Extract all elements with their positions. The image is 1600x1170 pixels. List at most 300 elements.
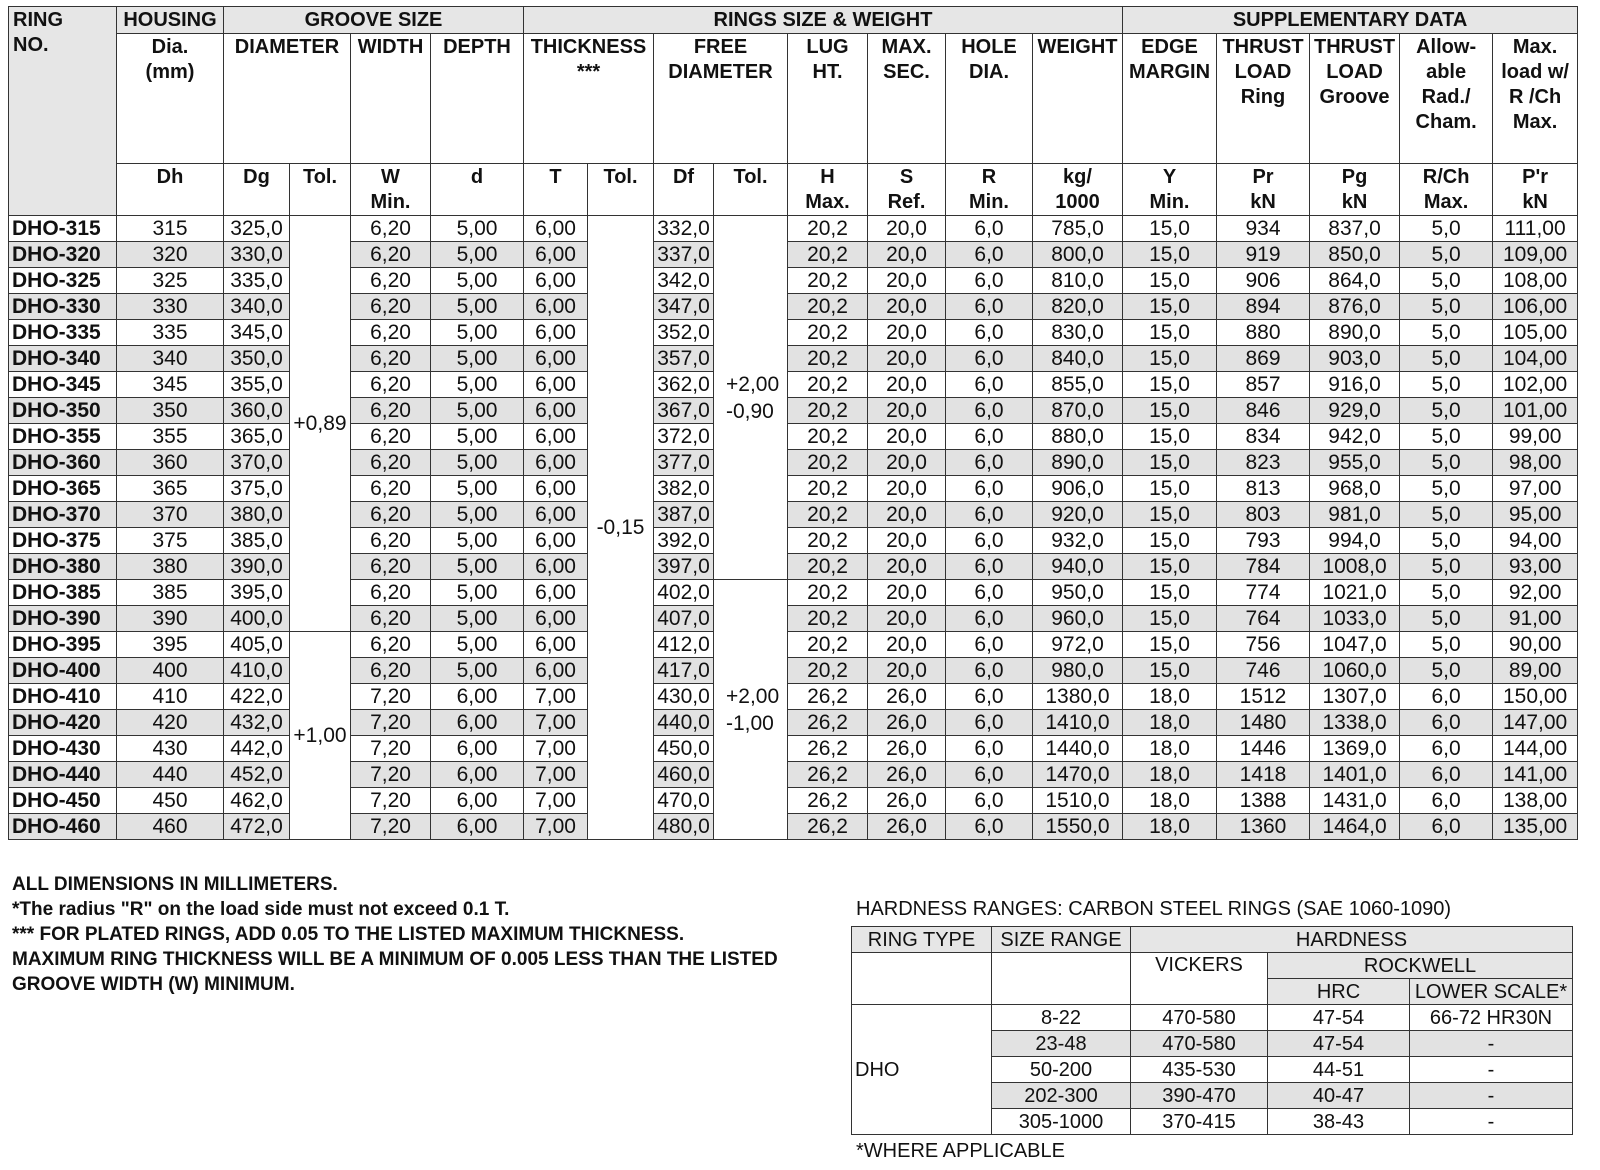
cell-max-load: 91,00	[1493, 606, 1578, 632]
cell-max-load: 94,00	[1493, 528, 1578, 554]
cell-groove-dia: 422,0	[224, 684, 290, 710]
cell-hole-dia: 6,0	[946, 476, 1033, 502]
thickness-tolerance: -0,15	[588, 216, 654, 840]
cell-lug-height: 20,2	[788, 372, 868, 398]
cell-weight: 950,0	[1033, 580, 1123, 606]
cell-groove-dia: 432,0	[224, 710, 290, 736]
header-free-diameter: FREE DIAMETER	[654, 34, 788, 164]
cell-lug-height: 20,2	[788, 632, 868, 658]
cell-hole-dia: 6,0	[946, 502, 1033, 528]
ring-number: DHO-350	[9, 398, 117, 424]
cell-lug-height: 20,2	[788, 476, 868, 502]
cell-thrust-groove: 968,0	[1310, 476, 1400, 502]
cell-allowable-radius: 5,0	[1400, 398, 1493, 424]
cell-max-section: 26,0	[868, 762, 946, 788]
cell-thrust-groove: 1369,0	[1310, 736, 1400, 762]
cell-edge-margin: 15,0	[1123, 294, 1217, 320]
cell-groove-width: 6,20	[351, 528, 431, 554]
cell-weight: 972,0	[1033, 632, 1123, 658]
cell-free-dia: 470,0	[654, 788, 714, 814]
cell-weight: 906,0	[1033, 476, 1123, 502]
ring-number: DHO-440	[9, 762, 117, 788]
cell-housing-dia: 350	[117, 398, 224, 424]
cell-thrust-groove: 850,0	[1310, 242, 1400, 268]
cell-groove-depth: 6,00	[431, 788, 524, 814]
cell-allowable-radius: 6,0	[1400, 788, 1493, 814]
cell-groove-depth: 5,00	[431, 554, 524, 580]
ring-number: DHO-380	[9, 554, 117, 580]
ring-number: DHO-395	[9, 632, 117, 658]
cell-thickness: 7,00	[524, 814, 588, 840]
cell-groove-width: 7,20	[351, 788, 431, 814]
cell-max-section: 20,0	[868, 606, 946, 632]
ring-spec-table	[8, 6, 1578, 840]
unit-label: R Min.	[946, 164, 1033, 216]
cell-max-load: 95,00	[1493, 502, 1578, 528]
cell-thrust-groove: 916,0	[1310, 372, 1400, 398]
cell-thrust-groove: 1307,0	[1310, 684, 1400, 710]
cell-edge-margin: 15,0	[1123, 528, 1217, 554]
hardness-size-range: 8-22	[992, 1005, 1131, 1031]
cell-groove-dia: 375,0	[224, 476, 290, 502]
cell-max-load: 105,00	[1493, 320, 1578, 346]
note-line: GROOVE WIDTH (W) MINIMUM.	[12, 974, 295, 995]
cell-weight: 830,0	[1033, 320, 1123, 346]
cell-max-section: 26,0	[868, 814, 946, 840]
cell-housing-dia: 325	[117, 268, 224, 294]
header-edge-margin: EDGE MARGIN	[1123, 34, 1217, 164]
cell-groove-dia: 462,0	[224, 788, 290, 814]
cell-housing-dia: 460	[117, 814, 224, 840]
cell-weight: 1470,0	[1033, 762, 1123, 788]
cell-lug-height: 20,2	[788, 554, 868, 580]
cell-edge-margin: 18,0	[1123, 814, 1217, 840]
cell-groove-dia: 405,0	[224, 632, 290, 658]
cell-edge-margin: 15,0	[1123, 346, 1217, 372]
cell-thrust-groove: 994,0	[1310, 528, 1400, 554]
cell-groove-depth: 5,00	[431, 528, 524, 554]
cell-groove-width: 6,20	[351, 424, 431, 450]
table-row	[9, 268, 1578, 294]
cell-weight: 810,0	[1033, 268, 1123, 294]
hardness-hrc: 38-43	[1268, 1109, 1410, 1135]
cell-groove-width: 7,20	[351, 814, 431, 840]
cell-max-section: 20,0	[868, 294, 946, 320]
cell-groove-dia: 472,0	[224, 814, 290, 840]
ring-number: DHO-340	[9, 346, 117, 372]
note-line: *The radius "R" on the load side must not exceed 0.1 T.	[12, 899, 510, 920]
cell-thrust-groove: 903,0	[1310, 346, 1400, 372]
cell-max-section: 20,0	[868, 268, 946, 294]
header-thickness: THICKNESS ***	[524, 34, 654, 164]
cell-groove-width: 6,20	[351, 372, 431, 398]
cell-edge-margin: 18,0	[1123, 710, 1217, 736]
cell-housing-dia: 410	[117, 684, 224, 710]
cell-free-dia: 450,0	[654, 736, 714, 762]
unit-label: T	[524, 164, 588, 216]
unit-label: P'r kN	[1493, 164, 1578, 216]
header-hole-diameter: HOLE DIA.	[946, 34, 1033, 164]
note-line: ALL DIMENSIONS IN MILLIMETERS.	[12, 874, 338, 895]
unit-label: Pg kN	[1310, 164, 1400, 216]
cell-thickness: 6,00	[524, 242, 588, 268]
cell-hole-dia: 6,0	[946, 242, 1033, 268]
table-row	[9, 658, 1578, 684]
cell-edge-margin: 15,0	[1123, 476, 1217, 502]
cell-groove-width: 6,20	[351, 476, 431, 502]
cell-thrust-groove: 1464,0	[1310, 814, 1400, 840]
cell-groove-depth: 5,00	[431, 658, 524, 684]
cell-edge-margin: 15,0	[1123, 632, 1217, 658]
cell-hole-dia: 6,0	[946, 632, 1033, 658]
cell-thickness: 6,00	[524, 320, 588, 346]
cell-free-dia: 387,0	[654, 502, 714, 528]
cell-housing-dia: 330	[117, 294, 224, 320]
hardness-vickers: 370-415	[1131, 1109, 1268, 1135]
cell-allowable-radius: 5,0	[1400, 502, 1493, 528]
cell-allowable-radius: 5,0	[1400, 294, 1493, 320]
cell-allowable-radius: 5,0	[1400, 320, 1493, 346]
cell-edge-margin: 15,0	[1123, 580, 1217, 606]
table-row	[9, 216, 1578, 242]
ring-number: DHO-335	[9, 320, 117, 346]
cell-max-section: 20,0	[868, 242, 946, 268]
cell-thickness: 6,00	[524, 658, 588, 684]
cell-groove-depth: 5,00	[431, 242, 524, 268]
cell-thickness: 6,00	[524, 450, 588, 476]
cell-groove-depth: 5,00	[431, 294, 524, 320]
cell-edge-margin: 18,0	[1123, 788, 1217, 814]
cell-thickness: 6,00	[524, 294, 588, 320]
cell-max-section: 20,0	[868, 658, 946, 684]
header-groove-width: WIDTH	[351, 34, 431, 164]
table-row	[9, 762, 1578, 788]
cell-groove-depth: 5,00	[431, 580, 524, 606]
cell-groove-depth: 5,00	[431, 398, 524, 424]
cell-thrust-ring: 1512	[1217, 684, 1310, 710]
cell-lug-height: 26,2	[788, 788, 868, 814]
cell-hole-dia: 6,0	[946, 658, 1033, 684]
hardness-row	[852, 1005, 1573, 1031]
unit-label: Tol.	[290, 164, 351, 216]
ring-number: DHO-345	[9, 372, 117, 398]
cell-hole-dia: 6,0	[946, 710, 1033, 736]
hardness-vickers: 470-580	[1131, 1031, 1268, 1057]
cell-max-load: 138,00	[1493, 788, 1578, 814]
ring-number: DHO-420	[9, 710, 117, 736]
cell-free-dia: 382,0	[654, 476, 714, 502]
unit-label: Df	[654, 164, 714, 216]
cell-hole-dia: 6,0	[946, 398, 1033, 424]
cell-thrust-ring: 934	[1217, 216, 1310, 242]
cell-free-dia: 377,0	[654, 450, 714, 476]
table-row	[9, 294, 1578, 320]
header-thrust-load-groove: THRUST LOAD Groove	[1310, 34, 1400, 164]
cell-hole-dia: 6,0	[946, 320, 1033, 346]
unit-label: H Max.	[788, 164, 868, 216]
hardness-lower-scale: -	[1410, 1109, 1573, 1135]
cell-max-load: 102,00	[1493, 372, 1578, 398]
cell-free-dia: 342,0	[654, 268, 714, 294]
cell-thickness: 7,00	[524, 762, 588, 788]
cell-groove-depth: 5,00	[431, 216, 524, 242]
cell-edge-margin: 15,0	[1123, 554, 1217, 580]
cell-thrust-ring: 857	[1217, 372, 1310, 398]
cell-max-load: 108,00	[1493, 268, 1578, 294]
cell-allowable-radius: 5,0	[1400, 606, 1493, 632]
cell-thrust-ring: 756	[1217, 632, 1310, 658]
cell-groove-width: 6,20	[351, 242, 431, 268]
cell-allowable-radius: 5,0	[1400, 528, 1493, 554]
cell-thrust-ring: 846	[1217, 398, 1310, 424]
cell-groove-depth: 5,00	[431, 320, 524, 346]
cell-max-section: 20,0	[868, 502, 946, 528]
table-row	[9, 450, 1578, 476]
cell-thrust-groove: 1021,0	[1310, 580, 1400, 606]
cell-allowable-radius: 5,0	[1400, 580, 1493, 606]
cell-housing-dia: 450	[117, 788, 224, 814]
cell-weight: 1510,0	[1033, 788, 1123, 814]
table-row	[9, 606, 1578, 632]
cell-max-load: 109,00	[1493, 242, 1578, 268]
cell-weight: 840,0	[1033, 346, 1123, 372]
cell-hole-dia: 6,0	[946, 346, 1033, 372]
cell-lug-height: 26,2	[788, 814, 868, 840]
cell-hole-dia: 6,0	[946, 814, 1033, 840]
ring-number: DHO-375	[9, 528, 117, 554]
cell-groove-dia: 380,0	[224, 502, 290, 528]
cell-thickness: 6,00	[524, 372, 588, 398]
cell-weight: 870,0	[1033, 398, 1123, 424]
cell-groove-width: 6,20	[351, 554, 431, 580]
cell-housing-dia: 390	[117, 606, 224, 632]
cell-lug-height: 26,2	[788, 736, 868, 762]
cell-thrust-groove: 981,0	[1310, 502, 1400, 528]
hardness-table-header	[852, 927, 1573, 1005]
cell-groove-dia: 345,0	[224, 320, 290, 346]
cell-allowable-radius: 5,0	[1400, 476, 1493, 502]
cell-lug-height: 20,2	[788, 424, 868, 450]
cell-hole-dia: 6,0	[946, 762, 1033, 788]
cell-hole-dia: 6,0	[946, 736, 1033, 762]
cell-free-dia: 407,0	[654, 606, 714, 632]
cell-max-load: 98,00	[1493, 450, 1578, 476]
cell-allowable-radius: 6,0	[1400, 814, 1493, 840]
unit-label: d	[431, 164, 524, 216]
cell-edge-margin: 18,0	[1123, 684, 1217, 710]
cell-allowable-radius: 5,0	[1400, 658, 1493, 684]
cell-lug-height: 20,2	[788, 580, 868, 606]
cell-weight: 1550,0	[1033, 814, 1123, 840]
hardness-header-ring-type: RING TYPE	[852, 927, 992, 953]
cell-groove-depth: 5,00	[431, 424, 524, 450]
cell-groove-dia: 400,0	[224, 606, 290, 632]
hardness-hrc: 47-54	[1268, 1031, 1410, 1057]
ring-number: DHO-360	[9, 450, 117, 476]
hardness-header-hardness: HARDNESS	[1131, 927, 1573, 953]
ring-number: DHO-400	[9, 658, 117, 684]
cell-max-section: 20,0	[868, 528, 946, 554]
cell-thrust-ring: 746	[1217, 658, 1310, 684]
cell-thrust-groove: 1060,0	[1310, 658, 1400, 684]
groove-tolerance: +1,00	[290, 632, 351, 840]
cell-free-dia: 357,0	[654, 346, 714, 372]
cell-thickness: 6,00	[524, 398, 588, 424]
cell-hole-dia: 6,0	[946, 554, 1033, 580]
cell-groove-depth: 6,00	[431, 814, 524, 840]
cell-thrust-groove: 1338,0	[1310, 710, 1400, 736]
header-max-load: Max. load w/ R /Ch Max.	[1493, 34, 1578, 164]
cell-max-load: 135,00	[1493, 814, 1578, 840]
ring-number: DHO-325	[9, 268, 117, 294]
cell-max-section: 26,0	[868, 710, 946, 736]
groove-tolerance: +0,89	[290, 216, 351, 632]
cell-groove-depth: 5,00	[431, 502, 524, 528]
cell-edge-margin: 15,0	[1123, 268, 1217, 294]
cell-weight: 880,0	[1033, 424, 1123, 450]
cell-max-load: 101,00	[1493, 398, 1578, 424]
cell-housing-dia: 440	[117, 762, 224, 788]
table-row	[9, 528, 1578, 554]
cell-edge-margin: 15,0	[1123, 398, 1217, 424]
cell-lug-height: 26,2	[788, 684, 868, 710]
cell-weight: 920,0	[1033, 502, 1123, 528]
ring-number: DHO-330	[9, 294, 117, 320]
cell-weight: 960,0	[1033, 606, 1123, 632]
ring-number: DHO-410	[9, 684, 117, 710]
cell-allowable-radius: 5,0	[1400, 216, 1493, 242]
cell-allowable-radius: 6,0	[1400, 736, 1493, 762]
unit-label: Pr kN	[1217, 164, 1310, 216]
hardness-header-blank	[852, 953, 992, 1005]
header-units-row	[9, 164, 1578, 216]
hardness-lower-scale: -	[1410, 1083, 1573, 1109]
cell-free-dia: 332,0	[654, 216, 714, 242]
cell-housing-dia: 335	[117, 320, 224, 346]
cell-max-load: 104,00	[1493, 346, 1578, 372]
cell-edge-margin: 15,0	[1123, 242, 1217, 268]
cell-allowable-radius: 6,0	[1400, 762, 1493, 788]
unit-label: R/Ch Max.	[1400, 164, 1493, 216]
cell-groove-width: 6,20	[351, 632, 431, 658]
ring-number: DHO-450	[9, 788, 117, 814]
cell-edge-margin: 15,0	[1123, 424, 1217, 450]
cell-weight: 1380,0	[1033, 684, 1123, 710]
cell-thrust-groove: 1047,0	[1310, 632, 1400, 658]
cell-groove-depth: 5,00	[431, 372, 524, 398]
hardness-header-lower-scale: LOWER SCALE*	[1410, 979, 1573, 1005]
cell-groove-dia: 330,0	[224, 242, 290, 268]
cell-lug-height: 20,2	[788, 606, 868, 632]
cell-free-dia: 347,0	[654, 294, 714, 320]
cell-free-dia: 337,0	[654, 242, 714, 268]
cell-max-load: 144,00	[1493, 736, 1578, 762]
cell-max-section: 20,0	[868, 424, 946, 450]
cell-housing-dia: 400	[117, 658, 224, 684]
cell-max-load: 93,00	[1493, 554, 1578, 580]
cell-max-section: 20,0	[868, 346, 946, 372]
cell-thrust-groove: 1033,0	[1310, 606, 1400, 632]
cell-groove-width: 6,20	[351, 398, 431, 424]
free-dia-tolerance: +2,00 -1,00	[714, 580, 788, 840]
note-line: MAXIMUM RING THICKNESS WILL BE A MINIMUM OF 0.005 LESS THAN THE LISTED	[12, 949, 778, 970]
cell-allowable-radius: 5,0	[1400, 424, 1493, 450]
table-row	[9, 476, 1578, 502]
table-row	[9, 320, 1578, 346]
cell-edge-margin: 15,0	[1123, 658, 1217, 684]
cell-thickness: 6,00	[524, 580, 588, 606]
unit-label: W Min.	[351, 164, 431, 216]
cell-thrust-ring: 906	[1217, 268, 1310, 294]
cell-free-dia: 397,0	[654, 554, 714, 580]
cell-groove-dia: 452,0	[224, 762, 290, 788]
cell-max-load: 97,00	[1493, 476, 1578, 502]
cell-thickness: 6,00	[524, 346, 588, 372]
ring-number: DHO-365	[9, 476, 117, 502]
header-rings-size-weight: RINGS SIZE & WEIGHT	[524, 7, 1123, 34]
hardness-lower-scale: -	[1410, 1057, 1573, 1083]
cell-groove-dia: 350,0	[224, 346, 290, 372]
header-max-section: MAX. SEC.	[868, 34, 946, 164]
cell-thrust-groove: 890,0	[1310, 320, 1400, 346]
cell-lug-height: 20,2	[788, 398, 868, 424]
table-row	[9, 398, 1578, 424]
cell-groove-dia: 385,0	[224, 528, 290, 554]
cell-lug-height: 20,2	[788, 658, 868, 684]
cell-allowable-radius: 5,0	[1400, 450, 1493, 476]
header-supplementary-data: SUPPLEMENTARY DATA	[1123, 7, 1578, 34]
cell-thrust-ring: 793	[1217, 528, 1310, 554]
table-row	[9, 788, 1578, 814]
cell-weight: 1410,0	[1033, 710, 1123, 736]
cell-groove-dia: 390,0	[224, 554, 290, 580]
unit-label: Tol.	[588, 164, 654, 216]
cell-thrust-ring: 823	[1217, 450, 1310, 476]
table-row	[9, 372, 1578, 398]
cell-thrust-ring: 1480	[1217, 710, 1310, 736]
cell-lug-height: 26,2	[788, 710, 868, 736]
cell-max-section: 20,0	[868, 450, 946, 476]
cell-free-dia: 480,0	[654, 814, 714, 840]
cell-weight: 785,0	[1033, 216, 1123, 242]
cell-weight: 980,0	[1033, 658, 1123, 684]
cell-edge-margin: 15,0	[1123, 606, 1217, 632]
hardness-vickers: 470-580	[1131, 1005, 1268, 1031]
cell-thrust-ring: 834	[1217, 424, 1310, 450]
cell-groove-dia: 360,0	[224, 398, 290, 424]
cell-weight: 820,0	[1033, 294, 1123, 320]
cell-thickness: 6,00	[524, 632, 588, 658]
header-housing-dia: Dia. (mm)	[117, 34, 224, 164]
hardness-header-vickers: VICKERS	[1131, 953, 1268, 1005]
unit-label: Dg	[224, 164, 290, 216]
cell-thrust-ring: 1418	[1217, 762, 1310, 788]
notes-block	[12, 872, 802, 997]
cell-max-section: 20,0	[868, 372, 946, 398]
hardness-lower-scale: -	[1410, 1031, 1573, 1057]
cell-max-section: 20,0	[868, 554, 946, 580]
cell-max-load: 92,00	[1493, 580, 1578, 606]
cell-thrust-groove: 955,0	[1310, 450, 1400, 476]
cell-free-dia: 417,0	[654, 658, 714, 684]
cell-groove-width: 6,20	[351, 320, 431, 346]
cell-thrust-ring: 919	[1217, 242, 1310, 268]
header-groove-depth: DEPTH	[431, 34, 524, 164]
ring-number: DHO-315	[9, 216, 117, 242]
cell-allowable-radius: 6,0	[1400, 684, 1493, 710]
cell-groove-width: 7,20	[351, 762, 431, 788]
cell-max-load: 150,00	[1493, 684, 1578, 710]
